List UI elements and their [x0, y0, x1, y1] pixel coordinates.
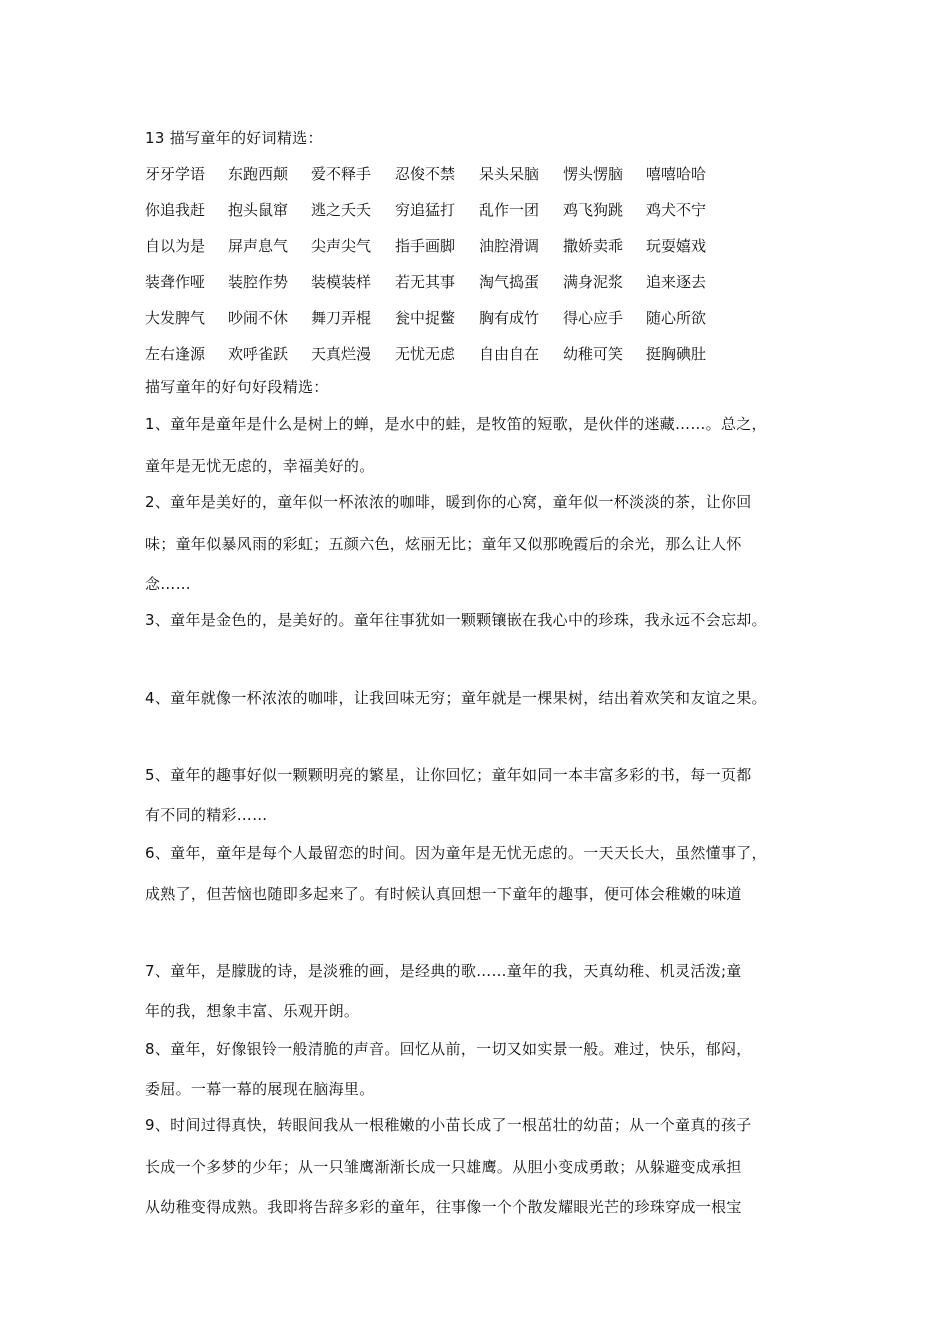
word-item: 爱不释手	[311, 165, 372, 183]
word-item: 若无其事	[395, 273, 456, 291]
word-item: 尖声尖气	[311, 237, 372, 255]
paragraph-line: 成熟了，但苦恼也随即多起来了。有时候认真回想一下童年的趣事，便可体会稚嫩的味道	[145, 885, 742, 903]
word-item: 自以为是	[145, 237, 206, 255]
word-item: 装聋作哑	[145, 273, 206, 291]
paragraph-line: 6、童年，童年是每个人最留恋的时间。因为童年是无忧无虑的。一天天长大，虽然懂事了，	[145, 844, 767, 862]
word-item: 牙牙学语	[145, 165, 206, 183]
word-item: 愣头愣脑	[563, 165, 624, 183]
word-item: 忍俊不禁	[395, 165, 456, 183]
paragraph-line: 8、童年，好像银铃一般清脆的声音。回忆从前，一切又如实景一般。难过，快乐，郁闷，	[145, 1040, 752, 1058]
word-item: 玩耍嬉戏	[646, 237, 707, 255]
word-item: 吵闹不休	[228, 309, 289, 327]
word-item: 指手画脚	[395, 237, 456, 255]
word-item: 满身泥浆	[563, 273, 624, 291]
paragraph-line: 委屈。一幕一幕的展现在脑海里。	[145, 1080, 375, 1098]
word-item: 天真烂漫	[311, 345, 372, 363]
word-item: 东跑西颠	[228, 165, 289, 183]
word-item: 油腔滑调	[479, 237, 540, 255]
paragraph-line: 长成一个多梦的少年；从一只雏鹰渐渐长成一只雄鹰。从胆小变成勇敢；从躲避变成承担	[145, 1158, 742, 1176]
word-item: 屏声息气	[228, 237, 289, 255]
heading-good-words: 13 描写童年的好词精选：	[145, 129, 323, 147]
word-item: 呆头呆脑	[479, 165, 540, 183]
paragraph-line: 9、时间过得真快，转眼间我从一根稚嫩的小苗长成了一根茁壮的幼苗；从一个童真的孩子	[145, 1116, 752, 1134]
word-item: 乱作一团	[479, 201, 540, 219]
word-item: 瓮中捉鳖	[395, 309, 456, 327]
paragraph-line: 7、童年，是朦胧的诗，是淡雅的画，是经典的歌……童年的我，天真幼稚、机灵活泼;童	[145, 962, 742, 980]
paragraph-line: 3、童年是金色的，是美好的。童年往事犹如一颗颗镶嵌在我心中的珍珠，我永远不会忘却。	[145, 611, 767, 629]
word-item: 左右逢源	[145, 345, 206, 363]
word-item: 鸡飞狗跳	[563, 201, 624, 219]
word-item: 得心应手	[563, 309, 624, 327]
paragraph-line: 念……	[145, 575, 191, 593]
word-item: 你追我赶	[145, 201, 206, 219]
word-item: 随心所欲	[646, 309, 707, 327]
word-item: 嘻嘻哈哈	[646, 165, 707, 183]
word-item: 追来逐去	[646, 273, 707, 291]
word-item: 淘气捣蛋	[479, 273, 540, 291]
word-item: 装腔作势	[228, 273, 289, 291]
word-item: 自由自在	[479, 345, 540, 363]
word-item: 穷追猛打	[395, 201, 456, 219]
word-item: 鸡犬不宁	[646, 201, 707, 219]
word-item: 胸有成竹	[479, 309, 540, 327]
word-item: 逃之夭夭	[311, 201, 372, 219]
word-item: 幼稚可笑	[563, 345, 624, 363]
paragraph-line: 味；童年似暴风雨的彩虹；五颜六色，炫丽无比；童年又似那晚霞后的余光，那么让人怀	[145, 535, 742, 553]
paragraph-line: 有不同的精彩……	[145, 806, 268, 824]
word-item: 抱头鼠窜	[228, 201, 289, 219]
word-item: 舞刀弄棍	[311, 309, 372, 327]
paragraph-line: 年的我，想象丰富、乐观开朗。	[145, 1002, 360, 1020]
word-item: 撒娇卖乖	[563, 237, 624, 255]
paragraph-line: 童年是无忧无虑的，幸福美好的。	[145, 457, 375, 475]
word-item: 无忧无虑	[395, 345, 456, 363]
paragraph-line: 5、童年的趣事好似一颗颗明亮的繁星，让你回忆；童年如同一本丰富多彩的书，每一页都	[145, 766, 752, 784]
paragraph-line: 1、童年是童年是什么是树上的蝉，是水中的蛙，是牧笛的短歌，是伙伴的迷藏……。总之，	[145, 415, 767, 433]
word-item: 装模装样	[311, 273, 372, 291]
word-item: 挺胸碘肚	[646, 345, 707, 363]
paragraph-line: 从幼稚变得成熟。我即将告辞多彩的童年，往事像一个个散发耀眼光芒的珍珠穿成一根宝	[145, 1198, 742, 1216]
heading-good-sentences: 描写童年的好句好段精选：	[145, 378, 329, 396]
word-item: 大发脾气	[145, 309, 206, 327]
paragraph-line: 4、童年就像一杯浓浓的咖啡，让我回味无穷；童年就是一棵果树，结出着欢笑和友谊之果。	[145, 689, 767, 707]
word-item: 欢呼雀跃	[228, 345, 289, 363]
paragraph-line: 2、童年是美好的，童年似一杯浓浓的咖啡，暖到你的心窝，童年似一杯淡淡的茶，让你回	[145, 493, 752, 511]
